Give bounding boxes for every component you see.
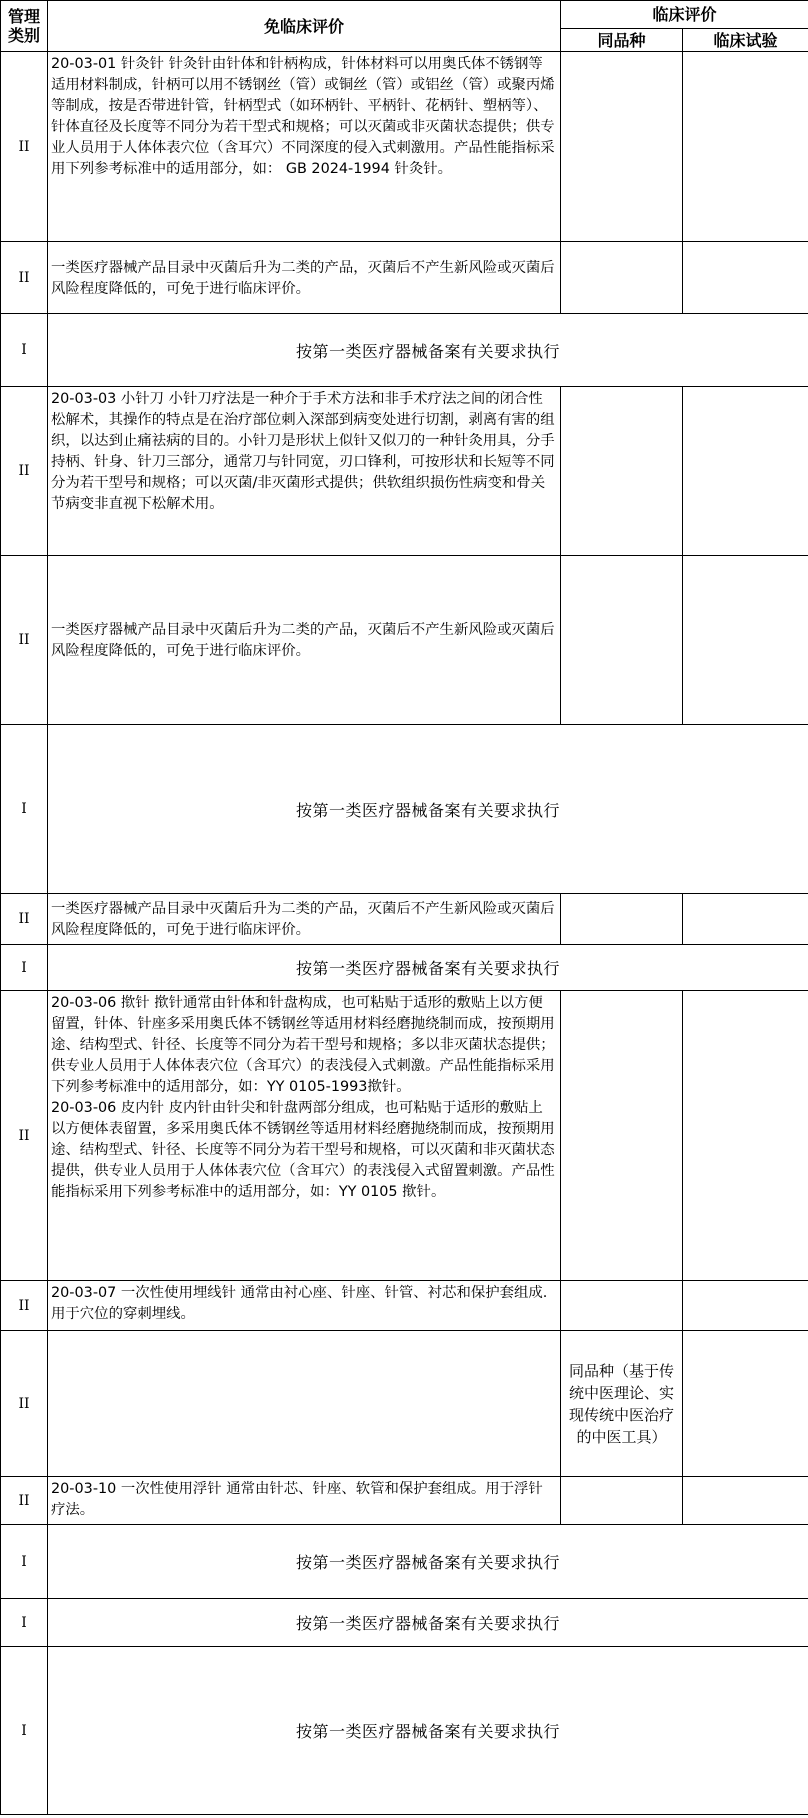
exempt-text: 20-03-03 小针刀 小针刀疗法是一种介于手术方法和非手术疗法之间的闭合性松解术，其操作的特点是在治疗部位刺入深部到病变处进行切割，剥离有害的组织，以达到止痛祛病的目的。小针刀是形状上似针又似刀的一种针灸用具，分手持柄、针身、针刀三部分，通常刀与针同宽，刃口锋利，可按形状和长短等不同分为若干型号和规格；可以灭菌/非灭菌形式提供；供软组织损伤性病变和骨关节病变非直视下松解术用。 xyxy=(48,387,561,556)
same-kind-cell xyxy=(561,894,683,945)
class-cell: I xyxy=(1,1647,48,1815)
trial-cell xyxy=(683,894,808,945)
same-kind-note: 同品种（基于传统中医理论、实现传统中医治疗的中医工具） xyxy=(561,1331,683,1477)
filing-note: 按第一类医疗器械备案有关要求执行 xyxy=(48,1647,808,1815)
exempt-text-group xyxy=(48,991,561,1281)
header-trial: 临床试验 xyxy=(683,29,808,52)
class-cell: I xyxy=(1,314,48,387)
exempt-text: 20-03-07 一次性使用埋线针 通常由衬心座、针座、针管、衬芯和保护套组成.用于穴位的穿刺埋线。 xyxy=(48,1281,561,1331)
trial-cell xyxy=(683,1331,808,1477)
trial-cell xyxy=(683,242,808,314)
header-row-top xyxy=(1,1,808,29)
header-same-kind: 同品种 xyxy=(561,29,683,52)
same-kind-cell xyxy=(561,991,683,1281)
table-row xyxy=(1,1331,808,1477)
class-cell: II xyxy=(1,1331,48,1477)
class-cell: II xyxy=(1,52,48,242)
table-row xyxy=(1,894,808,945)
header-exempt: 免临床评价 xyxy=(48,1,561,52)
exempt-text: 一类医疗器械产品目录中灭菌后升为二类的产品，灭菌后不产生新风险或灭菌后风险程度降低的，可免于进行临床评价。 xyxy=(48,894,561,945)
class-cell: I xyxy=(1,725,48,894)
filing-note: 按第一类医疗器械备案有关要求执行 xyxy=(48,1525,808,1599)
trial-cell xyxy=(683,991,808,1281)
table-row xyxy=(1,242,808,314)
header-class: 管理类别 xyxy=(1,1,48,52)
filing-note: 按第一类医疗器械备案有关要求执行 xyxy=(48,725,808,894)
filing-note: 按第一类医疗器械备案有关要求执行 xyxy=(48,314,808,387)
class-cell: II xyxy=(1,1477,48,1525)
table-row xyxy=(1,991,808,1281)
table-row xyxy=(1,556,808,725)
table-row xyxy=(1,1525,808,1599)
trial-cell xyxy=(683,52,808,242)
filing-note: 按第一类医疗器械备案有关要求执行 xyxy=(48,1599,808,1647)
class-cell: II xyxy=(1,1281,48,1331)
exempt-text: 20-03-06 皮内针 皮内针由针尖和针盘两部分组成，也可粘贴于适形的敷贴上以方便体表留置，多采用奥氏体不锈钢丝等适用材料经磨抛绕制而成，按预期用途、结构型式、针径、长度等不同分为若干型号和规格，可以灭菌和非灭菌状态提供，供专业人员用于人体体表穴位（含耳穴）的表浅侵入式留置刺激。产品性能指标采用下列参考标准中的适用部分，如：YY 0105 揿针。 xyxy=(51,1100,555,1200)
table-row xyxy=(1,314,808,387)
trial-cell xyxy=(683,387,808,556)
same-kind-cell xyxy=(561,242,683,314)
class-cell: I xyxy=(1,1599,48,1647)
class-cell: I xyxy=(1,1525,48,1599)
same-kind-cell xyxy=(561,52,683,242)
class-cell: II xyxy=(1,242,48,314)
class-cell: II xyxy=(1,894,48,945)
table-row xyxy=(1,52,808,242)
class-cell: I xyxy=(1,945,48,991)
class-cell: II xyxy=(1,991,48,1281)
table-row xyxy=(1,1599,808,1647)
trial-cell xyxy=(683,1477,808,1525)
same-kind-cell xyxy=(561,387,683,556)
filing-note: 按第一类医疗器械备案有关要求执行 xyxy=(48,945,808,991)
exempt-text: 20-03-10 一次性使用浮针 通常由针芯、针座、软管和保护套组成。用于浮针疗法。 xyxy=(48,1477,561,1525)
table-row xyxy=(1,725,808,894)
header-clinical: 临床评价 xyxy=(561,1,808,29)
same-kind-cell xyxy=(561,1281,683,1331)
table-row xyxy=(1,1477,808,1525)
exempt-text xyxy=(48,1331,561,1477)
table-row xyxy=(1,1281,808,1331)
exempt-text: 一类医疗器械产品目录中灭菌后升为二类的产品，灭菌后不产生新风险或灭菌后风险程度降低的，可免于进行临床评价。 xyxy=(48,556,561,725)
table-row xyxy=(1,387,808,556)
trial-cell xyxy=(683,556,808,725)
table-row xyxy=(1,945,808,991)
class-cell: II xyxy=(1,387,48,556)
exempt-text: 一类医疗器械产品目录中灭菌后升为二类的产品，灭菌后不产生新风险或灭菌后风险程度降低的，可免于进行临床评价。 xyxy=(48,242,561,314)
exempt-text: 20-03-01 针灸针 针灸针由针体和针柄构成，针体材料可以用奥氏体不锈钢等适用材料制成，针柄可以用不锈钢丝（管）或铜丝（管）或铝丝（管）或聚丙烯等制成，按是否带进针管，针柄型式（如环柄针、平柄针、花柄针、塑柄等）、针体直径及长度等不同分为若干型式和规格；可以灭菌或非灭菌状态提供；供专业人员用于人体体表穴位（含耳穴）不同深度的侵入式刺激用。产品性能指标采用下列参考标准中的适用部分，如： GB 2024-1994 针灸针。 xyxy=(48,52,561,242)
same-kind-cell xyxy=(561,1477,683,1525)
class-cell: II xyxy=(1,556,48,725)
same-kind-cell xyxy=(561,556,683,725)
trial-cell xyxy=(683,1281,808,1331)
table-row xyxy=(1,1647,808,1815)
exempt-text: 20-03-06 揿针 揿针通常由针体和针盘构成，也可粘贴于适形的敷贴上以方便留置，针体、针座多采用奥氏体不锈钢丝等适用材料经磨抛绕制而成，按预期用途、结构型式、针径、长度等不同分为若干型号和规格；多以非灭菌状态提供；供专业人员用于人体体表穴位（含耳穴）的表浅侵入式刺激。产品性能指标采用下列参考标准中的适用部分，如：YY 0105-1993揿针。 xyxy=(51,995,555,1095)
